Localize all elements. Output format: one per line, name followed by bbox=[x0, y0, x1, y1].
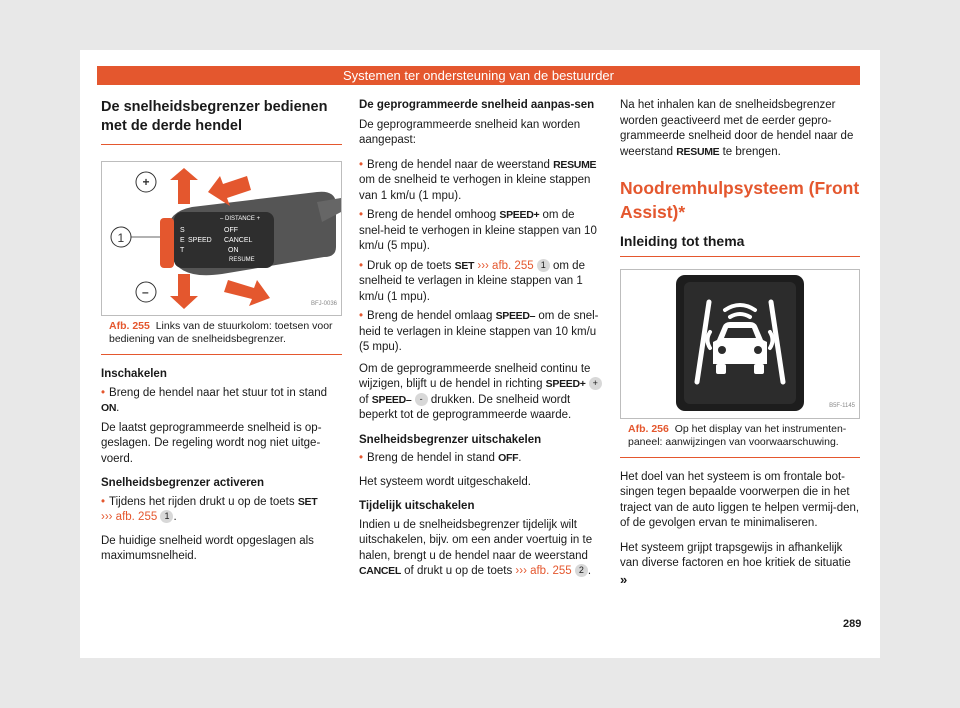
front-assist-display bbox=[621, 270, 859, 416]
para-laatst: De laatst geprogrammeerde snelheid is op-geslagen. De regeling wordt nog niet uitge-voerd. bbox=[101, 421, 322, 465]
para-grijpt: Het systeem grijpt trapsgewijs in afhankelijk van diverse factoren en hoe kritiek de situatie » bbox=[620, 541, 851, 587]
minus-callout: – bbox=[142, 285, 149, 299]
caption-text: Links van de stuurkolom: toetsen voor bediening van de snelheidsbegrenzer. bbox=[109, 320, 333, 345]
lever-label-s: S bbox=[180, 227, 185, 234]
figure-code: B5F-1145 bbox=[829, 403, 855, 409]
column-2 bbox=[359, 98, 602, 589]
orange-lever-end bbox=[160, 218, 174, 268]
bullet-speed-plus: • Breng de hendel omhoog SPEED+ om de snel-heid te verhogen in kleine stappen van 10 km/u (5 mpu). bbox=[359, 209, 597, 252]
chapter-title: Noodremhulpsysteem (Front Assist)* bbox=[620, 178, 860, 222]
bullet-off: • Breng de hendel in stand OFF. bbox=[359, 452, 522, 464]
bullet-resume: • Breng de hendel naar de weerstand RESUME om de snelheid te verhogen in kleine stappen van 1 km/u (1 mpu). bbox=[359, 158, 597, 202]
ref-afb-255[interactable]: ››› afb. 255 bbox=[477, 259, 534, 272]
heading-aanpassen: De geprogrammeerde snelheid aanpas-sen bbox=[359, 99, 595, 111]
para-tijdelijk: Indien u de snelheidsbegrenzer tijdelijk wilt uitschakelen, bijv. om een ander voertuig in te halen, brengt u de hendel naar de weerstand CANCEL of drukt u op de toets ››› afb. 255 2 . bbox=[359, 518, 593, 577]
caption-divider bbox=[620, 457, 860, 458]
lever-label-off: OFF bbox=[224, 227, 238, 234]
heading-activeren: Snelheidsbegrenzer activeren bbox=[101, 477, 264, 489]
callout-1: 1 bbox=[117, 231, 125, 245]
callout-ref-1: 1 bbox=[160, 510, 173, 523]
lever-label-distance: – DISTANCE + bbox=[220, 216, 261, 222]
section-subtitle: Inleiding tot thema bbox=[620, 234, 860, 257]
figure-code: BFJ-0036 bbox=[310, 300, 337, 307]
keyword-on: ON bbox=[101, 402, 117, 414]
caption-divider bbox=[101, 354, 342, 355]
lever-label-cancel: CANCEL bbox=[224, 237, 253, 244]
bullet-set: • Druk op de toets SET ››› afb. 255 1 om de snelheid te verlagen in kleine stappen van 1 km/u (1 mpu). bbox=[359, 259, 585, 303]
figure-256 bbox=[620, 269, 860, 419]
callout-plus: + bbox=[589, 377, 602, 390]
callout-minus: - bbox=[415, 393, 428, 406]
plus-callout: + bbox=[142, 175, 150, 189]
lever-label-on: ON bbox=[228, 247, 239, 254]
arrow-up-icon bbox=[170, 168, 198, 204]
column-1 bbox=[101, 98, 342, 574]
figure-255 bbox=[101, 161, 342, 316]
arrow-back-icon bbox=[224, 280, 270, 306]
para-uitgeschakeld: Het systeem wordt uitgeschakeld. bbox=[359, 475, 531, 488]
bullet-inschakelen: • Breng de hendel naar het stuur tot in stand ON. bbox=[101, 386, 328, 414]
lever-label-resume: RESUME bbox=[229, 257, 255, 263]
page-header: Systemen ter ondersteuning van de bestuurder bbox=[97, 66, 860, 85]
heading-uitschakelen: Snelheidsbegrenzer uitschakelen bbox=[359, 433, 542, 446]
page-number: 289 bbox=[843, 618, 862, 630]
bullet-activeren: • Tijdens het rijden drukt u op de toets SET ››› afb. 255 1 . bbox=[101, 495, 318, 523]
ref-afb-255[interactable]: ››› afb. 255 bbox=[101, 511, 158, 523]
para-huidige: De huidige snelheid wordt opgeslagen als maximumsnelheid. bbox=[101, 534, 314, 562]
heading-inschakelen: Inschakelen bbox=[101, 368, 167, 380]
para-aanpassen: De geprogrammeerde snelheid kan worden aangepast: bbox=[359, 118, 581, 146]
section-title: De snelheidsbegrenzer bedienen met de derde hendel bbox=[101, 98, 342, 145]
arrow-down-icon bbox=[170, 274, 198, 309]
para-continu: Om de geprogrammeerde snelheid continu te wijzigen, blijft u de hendel in richting SPEED+ + of SPEED– - drukken. De snelheid wordt beperkt tot de geprogrammeerde waarde. bbox=[359, 362, 602, 424]
caption-text: Op het display van het instrumenten-paneel: aanwijzingen van voorwaarschuwing. bbox=[628, 422, 847, 448]
bullet-speed-minus: • Breng de hendel omlaag SPEED– om de snel-heid te verlagen in kleine stappen van 10 km/u (5 mpu). bbox=[359, 310, 599, 353]
lever-label-t: T bbox=[180, 247, 185, 254]
lever-label-speed: SPEED bbox=[188, 237, 212, 244]
caption-number: Afb. 255 bbox=[109, 320, 150, 332]
caption-number: Afb. 256 bbox=[628, 422, 669, 435]
stalk-illustration bbox=[102, 162, 341, 313]
column-3 bbox=[620, 98, 860, 598]
para-inhalen: Na het inhalen kan de snelheidsbegrenzer worden geactiveerd met de eerder gepro-grammeerde snelheid door de hendel naar de weerstand RESUME te brengen. bbox=[620, 99, 854, 158]
figure-caption bbox=[109, 320, 334, 346]
figure-caption bbox=[628, 423, 852, 449]
heading-tijdelijk: Tijdelijk uitschakelen bbox=[359, 500, 475, 512]
ref-afb-255[interactable]: ››› afb. 255 bbox=[515, 565, 572, 577]
lever-label-e: E bbox=[180, 237, 185, 244]
continue-icon: » bbox=[620, 571, 628, 587]
para-doel: Het doel van het systeem is om frontale bot-singen tegen bepaalde voorwerpen die in het traject van de auto liggen te helpen vermij-den, of de gevolgen ervan te minimaliseren. bbox=[620, 470, 860, 529]
